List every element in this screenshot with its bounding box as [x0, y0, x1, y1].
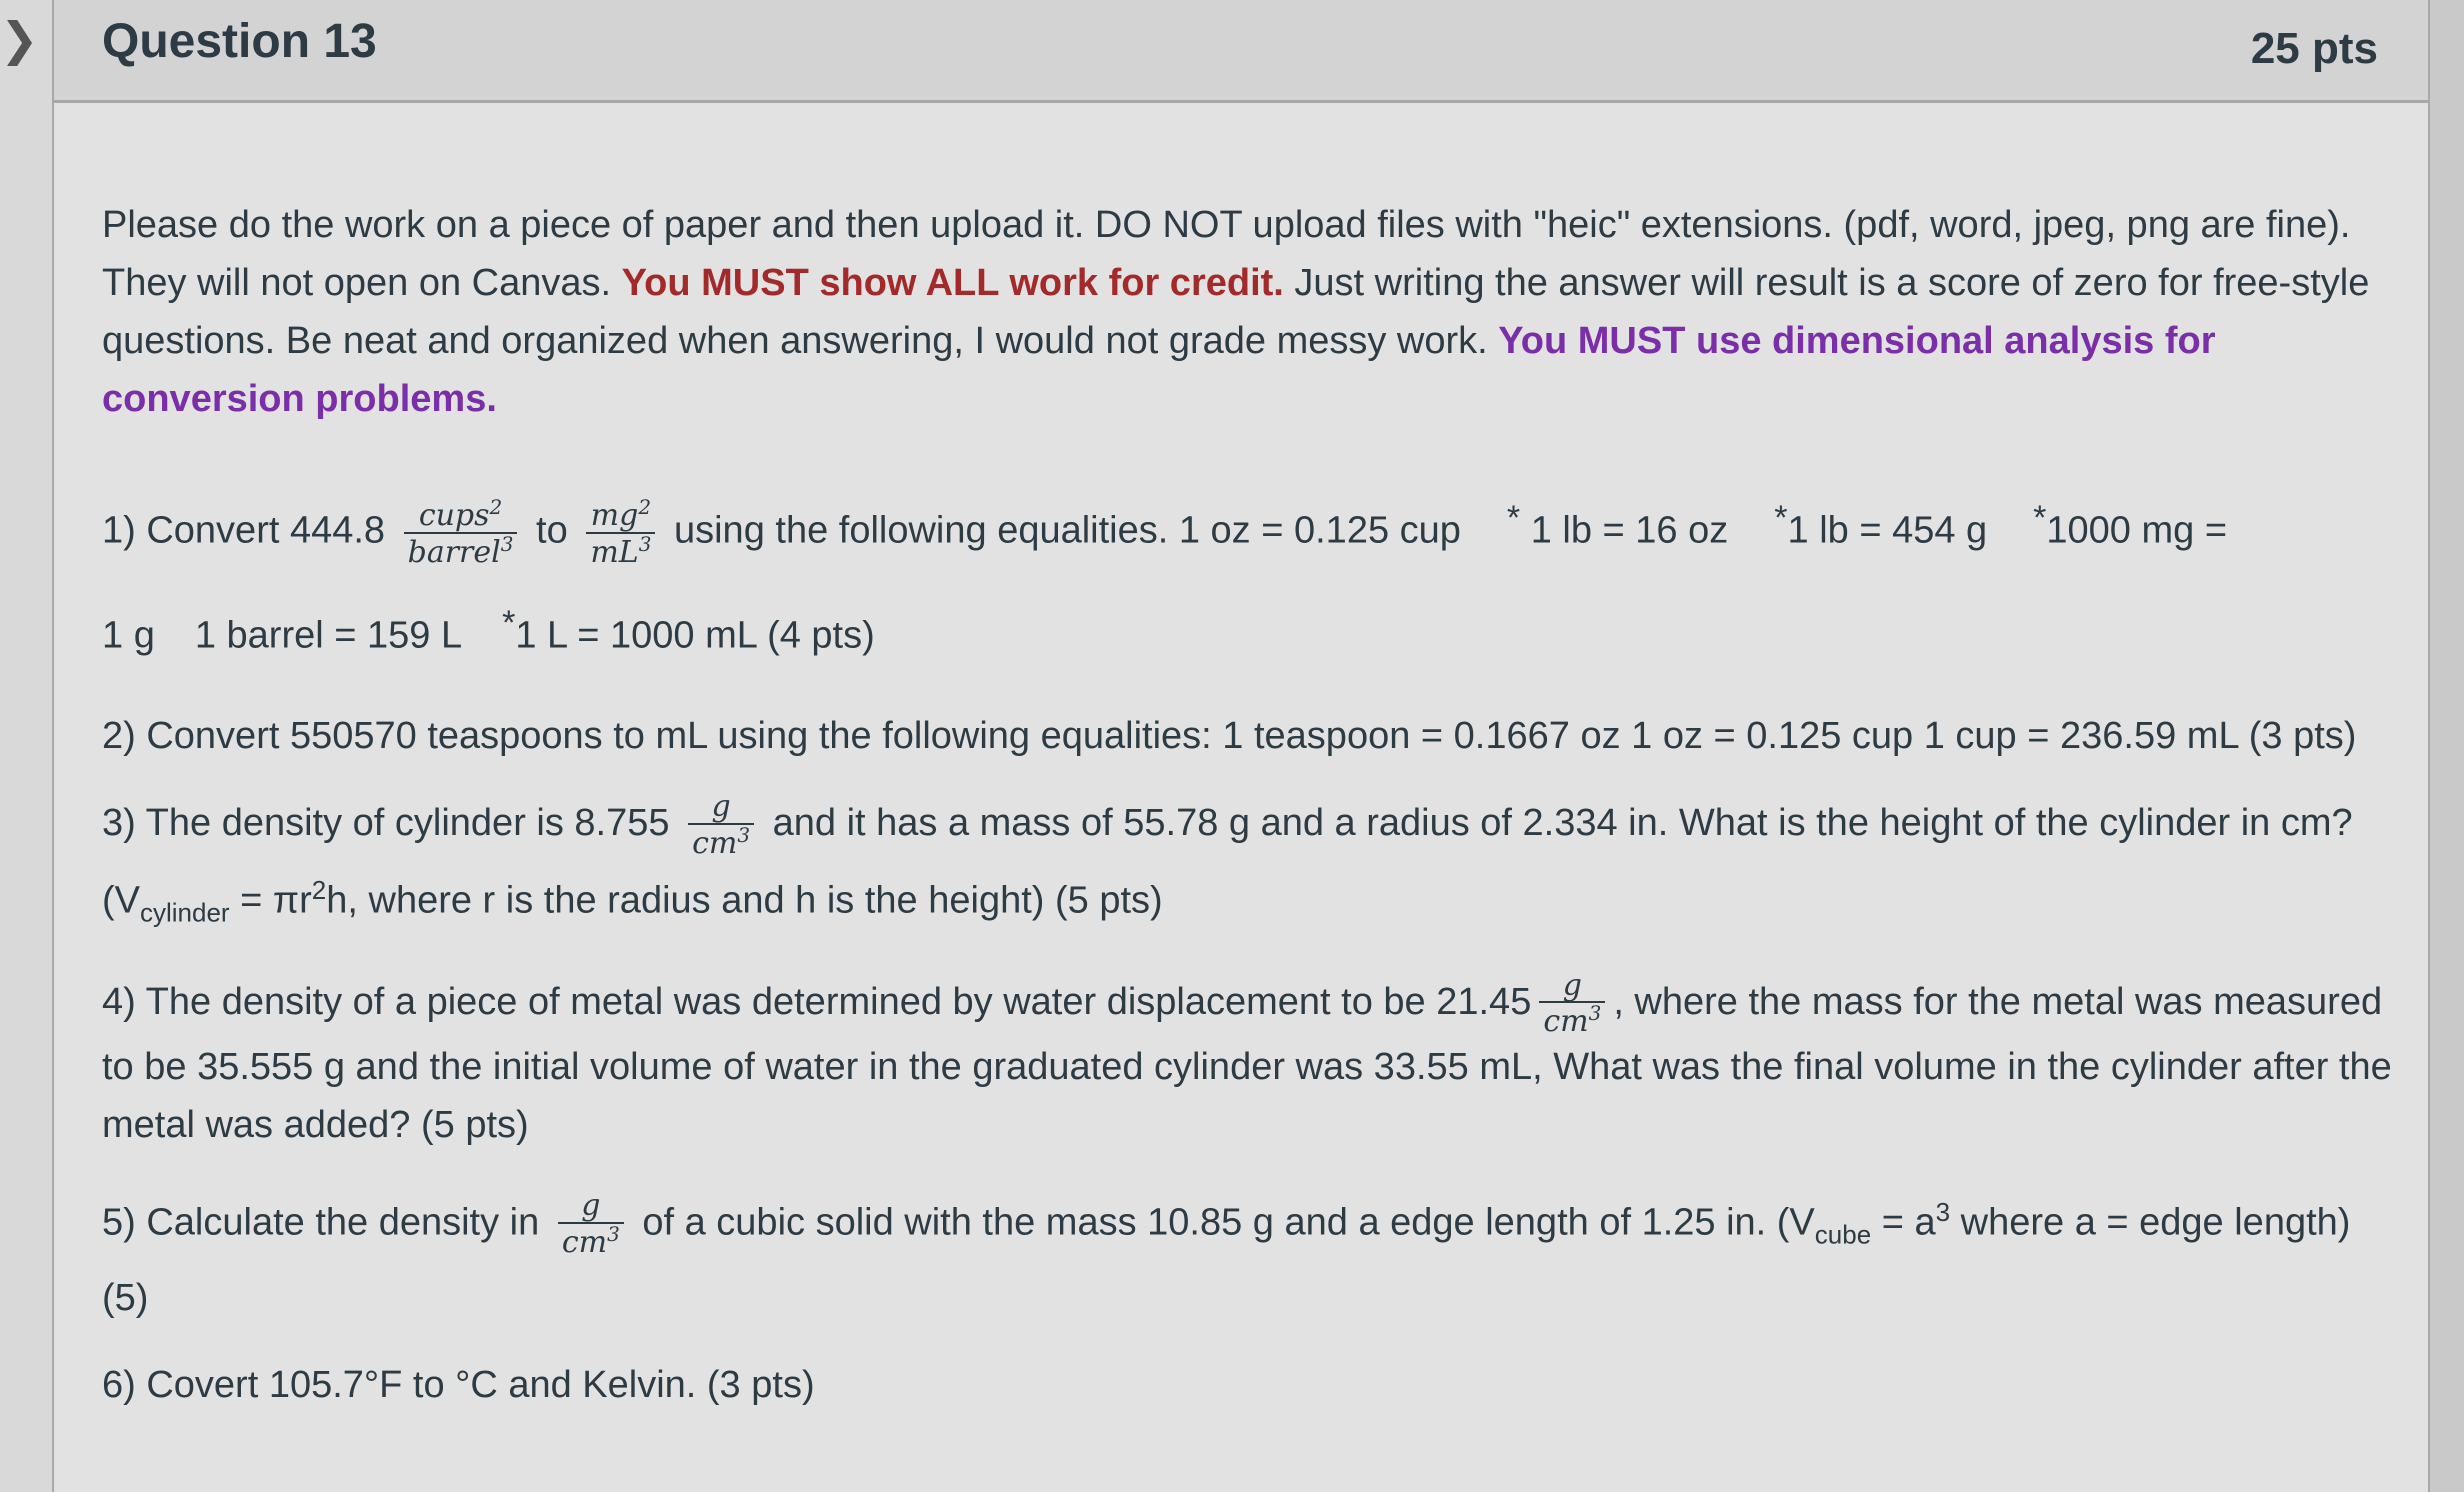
- problem-5: 5) Calculate the density in $\frac{g}{cm^3}$ of a cubic solid with the mass 10.85 g and a edge length of 1.25 in. ($V_{cube} = a^3$ where a = edge length) (5): [102, 1188, 2351, 1319]
- problem-3: 3) The density of cylinder is 8.755 $\frac{g}{cm^3}$ and it has a mass of 55.78 g and a radius of 2.334 in. What is the height of the cylinder in cm? ($V_{cylinder} = \pi r^2h$, where r is the radius and h is the height) (5 pts): [102, 789, 2353, 928]
- emphasis-show-work: You MUST show ALL work for credit.: [621, 262, 1284, 304]
- question-header: [54, 0, 2428, 103]
- fraction-cups-per-barrel: $\frac{cups^2}{barrel^3}$: [404, 497, 518, 568]
- problem-6: 6) Covert 105.7°F to °C and Kelvin. (3 pts): [102, 1363, 815, 1406]
- fraction-mg-per-ml: $\frac{mg^2}{mL^3}$: [586, 497, 655, 568]
- question-card: [52, 0, 2430, 1492]
- emphasis-dimensional-analysis: You MUST use dimensional analysis for conversion problems.: [102, 320, 2216, 420]
- chevron-right-icon[interactable]: ❯: [0, 12, 39, 66]
- fraction-g-per-cm3: $\frac{g}{cm^3}$: [558, 1190, 624, 1258]
- fraction-g-per-cm3: $\frac{g}{cm^3}$: [1539, 970, 1605, 1038]
- problem-1: 1) Convert 444.8 $\frac{cups^2}{barrel^3}$ to $\frac{mg^2}{mL^3}$ using the following equalities. 1 oz = 0.125 cup * 1 lb = 16 oz *1 lb = 454 g *1000 mg = 1 g 1 barrel = 159 L *1 L = 1000 mL (4 pts): [102, 495, 2228, 657]
- problem-2: 2) Convert 550570 teaspoons to mL using the following equalities: 1 teaspoon = 0.1667 oz 1 oz = 0.125 cup 1 cup = 236.59 mL (3 pts): [102, 715, 2357, 758]
- question-title: Question 13: [102, 15, 377, 68]
- problem-4: 4) The density of a piece of metal was determined by water displacement to be 21.45 $\frac{g}{cm^3}$ , where the mass for the metal was measured to be 35.555 g and the initial volume of water in the graduated cylinder was 33.55 mL, What was the final volume in the cylinder after the metal was added? (5 pts): [102, 967, 2392, 1146]
- question-points: 25 pts: [2250, 24, 2378, 73]
- sidebar-collapse-strip[interactable]: [0, 0, 54, 1492]
- fraction-g-per-cm3: $\frac{g}{cm^3}$: [688, 791, 754, 859]
- instructions: Please do the work on a piece of paper and then upload it. DO NOT upload files with "heic" extensions. (pdf, word, jpeg, png are fine). They will not open on Canvas. You MUST show ALL work for credit. Just writing the answer will result is a score of zero for free-style questions. Be neat and organized when answering, I would not grade messy work. You MUST use dimensional analysis for conversion problems.: [102, 204, 2370, 420]
- question-body: [102, 196, 2402, 1440]
